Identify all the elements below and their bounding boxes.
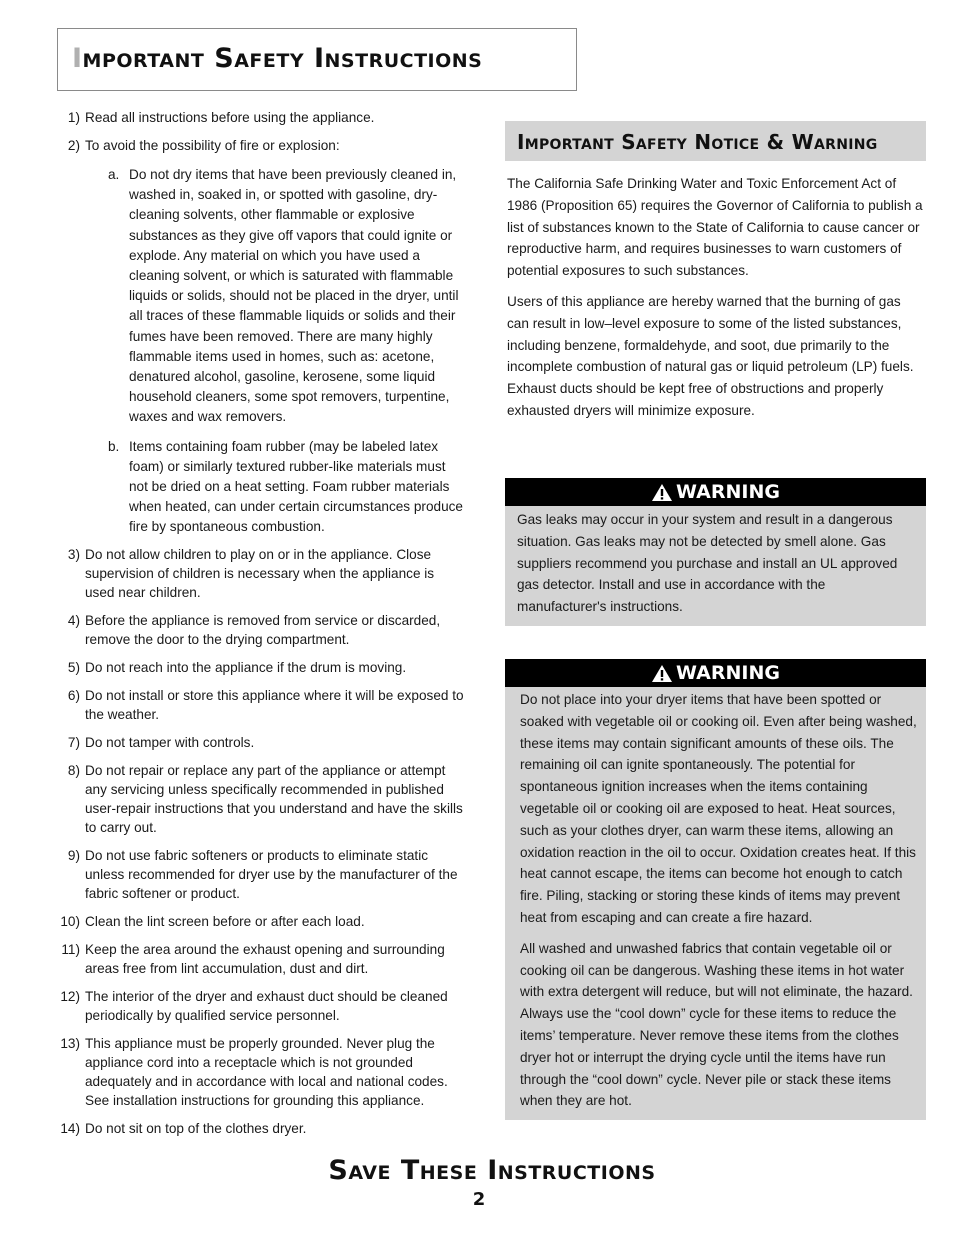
instruction-item-8 xyxy=(55,761,467,837)
instructions-list xyxy=(55,108,467,1147)
instruction-item-6 xyxy=(55,686,467,724)
warning-triangle-icon xyxy=(651,483,673,502)
safety-notice-paragraph: Users of this appliance are hereby warned that the burning of gas can result in low–level exposure to some of the listed substances, including benzene, formaldehyde, and soot, due primarily to the incomplete combustion of natural gas or liquid petroleum (LP) fuels. Exhaust ducts should be kept free of obstructions and properly exhausted dryers will minimize exposure. xyxy=(507,293,914,418)
warning-banner xyxy=(505,478,926,506)
warning-body xyxy=(505,506,926,626)
warning-label: WARNING xyxy=(676,662,780,684)
save-instructions-footer: Save These Instructions xyxy=(328,1155,656,1186)
instruction-text: Do not allow children to play on or in the appliance. Close supervision of children is necessary when the appliance is used near children. xyxy=(85,546,435,600)
instruction-item-14 xyxy=(55,1119,467,1138)
instruction-text: Clean the lint screen before or after each load. xyxy=(85,913,365,929)
instruction-number: 4) xyxy=(67,612,80,628)
instruction-text: Read all instructions before using the appliance. xyxy=(85,110,375,125)
instruction-subitem-a xyxy=(55,165,467,428)
subitem-text: Do not dry items that have been previously cleaned in, washed in, soaked in, or spotted with gasoline, dry-cleaning solvents, other flammable or explosive substances as they give off vapors that could ignite or explode. Any material on which you have used a cleaning solvent, or which is saturated with flammable liquids or solids, should not be placed in the dryer, until all traces of these flammable liquids or solids and their fumes have been removed. There are many highly flammable items used in homes, such as: acetone, denatured alcohol, gasoline, kerosene, some liquid household cleaners, some spot removers, turpentine, waxes and wax removers. xyxy=(129,167,459,425)
instruction-number: 10) xyxy=(60,913,80,929)
instruction-number: 5) xyxy=(67,659,80,675)
page-title-rest: mportant Safety Instructions xyxy=(82,43,483,74)
safety-notice-title: Important Safety Notice & Warning xyxy=(517,130,878,154)
instruction-item-10 xyxy=(55,912,467,931)
instruction-text: Before the appliance is removed from service or discarded, remove the door to the drying compartment. xyxy=(85,612,441,647)
safety-notice-section xyxy=(505,121,926,422)
instruction-text: Keep the area around the exhaust opening and surrounding areas free from lint accumulation, dust and dirt. xyxy=(85,941,445,976)
instruction-item-9 xyxy=(55,846,467,903)
gas-leak-warning-box xyxy=(505,478,926,626)
instruction-number: 6) xyxy=(67,687,80,703)
instruction-number: 13) xyxy=(60,1035,80,1051)
instruction-item-13 xyxy=(55,1034,467,1110)
page-title xyxy=(72,43,482,74)
instruction-number: 7) xyxy=(67,734,80,750)
instruction-subitem-b xyxy=(55,437,467,538)
instruction-text: Do not reach into the appliance if the drum is moving. xyxy=(85,659,407,675)
warning-triangle-icon xyxy=(651,664,673,683)
instruction-text: Do not sit on top of the clothes dryer. xyxy=(85,1120,307,1136)
instruction-number: 12) xyxy=(60,988,80,1004)
warning-banner xyxy=(505,659,926,687)
instruction-number: 8) xyxy=(67,762,80,778)
instruction-text: To avoid the possibility of fire or explosion: xyxy=(85,138,340,153)
warning-paragraph: All washed and unwashed fabrics that contain vegetable oil or cooking oil can be dangerous. Washing these items in hot water with extra detergent will reduce, but will not eliminate, the hazard. Always use the “cool down” cycle for these items to reduce the items’ temperature. Never remove these items from the clothes dryer hot or interrupt the drying cycle until the items have run through the “cool down” cycle. Never pile or stack these items when they are hot. xyxy=(520,940,913,1109)
instruction-number: 14) xyxy=(60,1120,80,1136)
instruction-item-5 xyxy=(55,658,467,677)
instruction-text: The interior of the dryer and exhaust duct should be cleaned periodically by qualified service personnel. xyxy=(85,988,448,1023)
subitem-letter: b. xyxy=(108,438,120,454)
instruction-item-7 xyxy=(55,733,467,752)
instruction-number: 9) xyxy=(67,847,80,863)
page-title-box xyxy=(57,28,577,91)
instruction-item-1 xyxy=(55,108,467,127)
instruction-number: 11) xyxy=(61,941,80,957)
instruction-number: 1) xyxy=(67,110,80,125)
instruction-item-12 xyxy=(55,987,467,1025)
instruction-number: 2) xyxy=(67,138,80,153)
warning-paragraph: Gas leaks may occur in your system and result in a dangerous situation. Gas leaks may not be detected by smell alone. Gas suppliers recommend you purchase and install an UL approved gas detector. Install and use in accordance with the manufacturer's instructions. xyxy=(517,512,898,615)
warning-paragraph: Do not place into your dryer items that have been spotted or soaked with vegetable oil or cooking oil. Even after being washed, these items may contain significant amounts of these oils. The remaining oil can ignite spontaneously. The potential for spontaneous ignition increases when the items containing vegetable oil or cooking oil are exposed to heat. Heat sources, such as your clothes dryer, can warm these items, allowing an oxidation reaction in the oil to occur. Oxidation creates heat. If this heat cannot escape, the items can become hot enough to catch fire. Piling, stacking or storing these kinds of items may prevent heat from escaping and can create a fire hazard. xyxy=(520,692,917,925)
instruction-text: Do not install or store this appliance where it will be exposed to the weather. xyxy=(85,687,464,722)
subitem-letter: a. xyxy=(108,167,120,182)
warning-body xyxy=(505,687,926,1120)
instruction-text: Do not use fabric softeners or products to eliminate static unless recommended for dryer use by the manufacturer of the fabric softener or product. xyxy=(85,847,458,901)
instruction-item-4 xyxy=(55,611,467,649)
subitem-text: Items containing foam rubber (may be labeled latex foam) or similarly textured rubber-like materials must not be dried on a heat setting. Foam rubber materials when heated, can under certain circumstances produce fire by spontaneous combustion. xyxy=(129,438,463,535)
instruction-item-11 xyxy=(55,940,467,978)
page-title-initial: I xyxy=(72,43,83,74)
page-number: 2 xyxy=(472,1189,486,1210)
instruction-text: This appliance must be properly grounded. Never plug the appliance cord into a receptacle which is not grounded adequately and in accordance with local and national codes. See installation instructions for grounding this appliance. xyxy=(85,1035,448,1108)
safety-notice-header xyxy=(505,121,926,161)
warning-label: WARNING xyxy=(676,481,780,503)
safety-notice-paragraph: The California Safe Drinking Water and Toxic Enforcement Act of 1986 (Proposition 65) requires the Governor of California to publish a list of substances known to the State of California to cause cancer or reproductive harm, and requires businesses to warn customers of potential exposures to such substances. xyxy=(507,176,923,279)
instruction-text: Do not repair or replace any part of the appliance or attempt any servicing unless specifically recommended in published user-repair instructions that you understand and have the skills to carry out. xyxy=(85,762,463,835)
instruction-number: 3) xyxy=(67,546,80,562)
instruction-item-3 xyxy=(55,545,467,602)
oil-fire-warning-box xyxy=(505,659,926,1120)
instruction-text: Do not tamper with controls. xyxy=(85,734,255,750)
instruction-item-2 xyxy=(55,136,467,538)
